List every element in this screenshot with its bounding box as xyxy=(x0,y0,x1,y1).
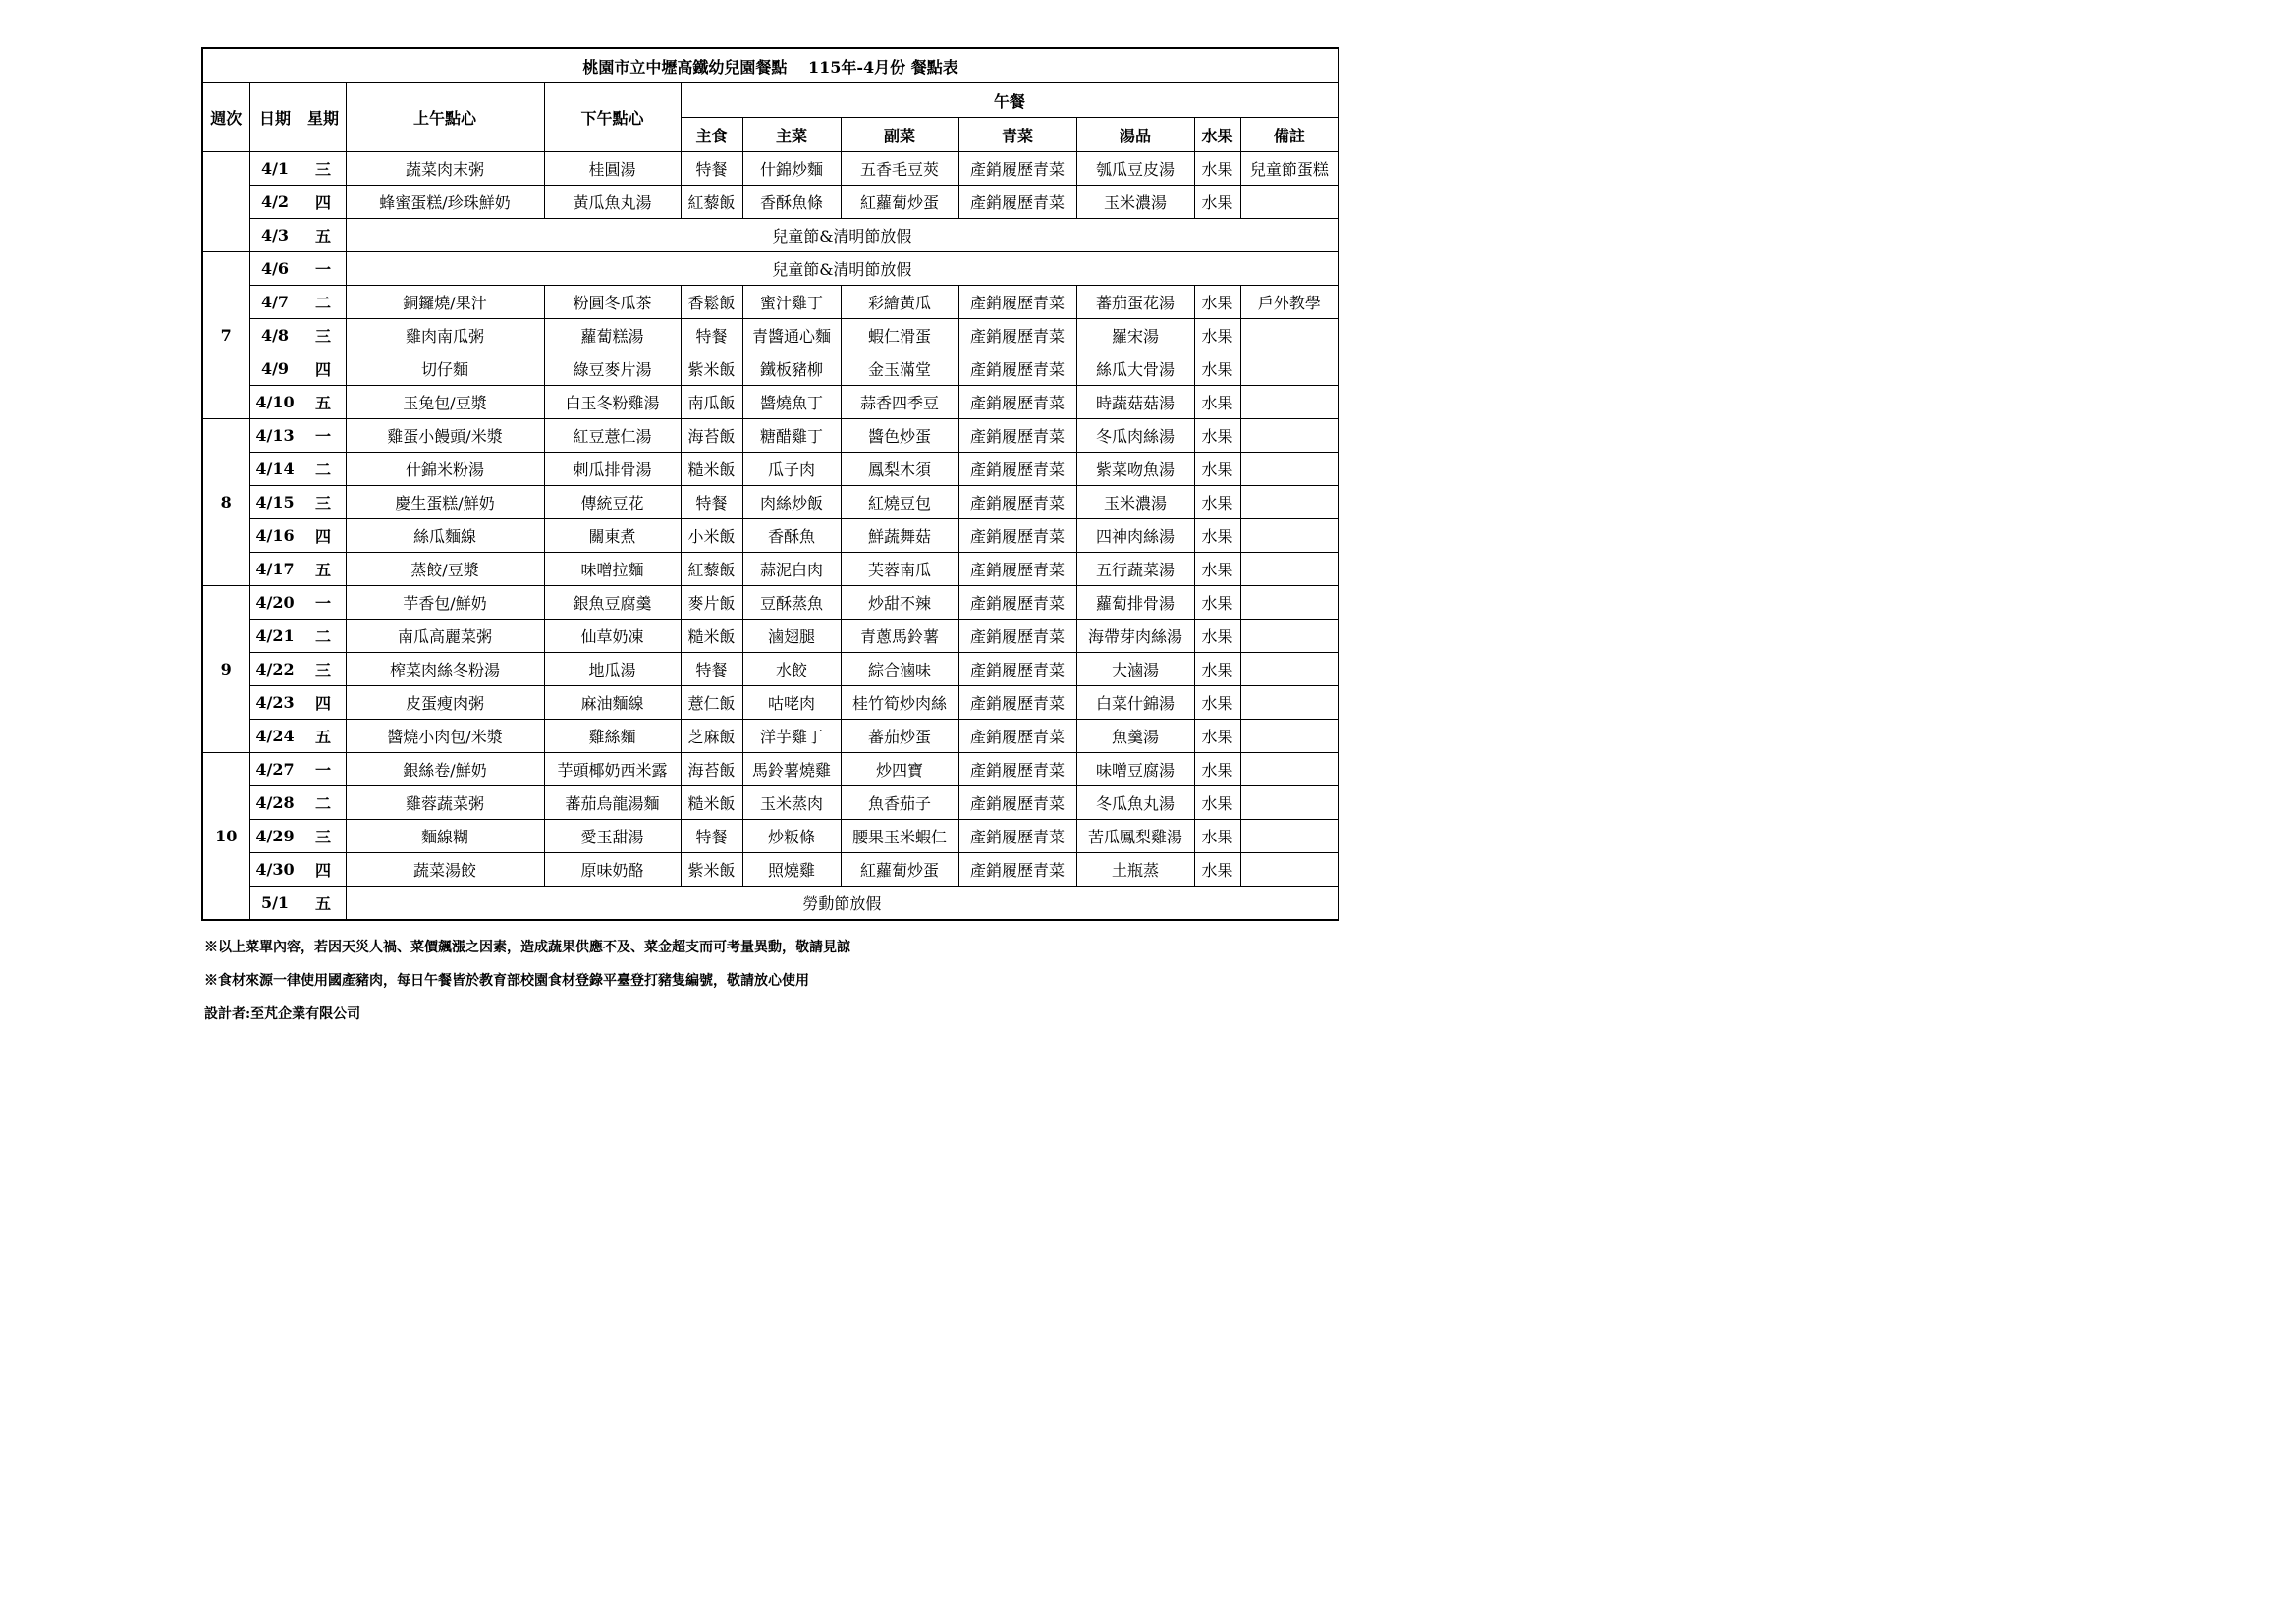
main-dish-cell: 蜜汁雞丁 xyxy=(742,286,841,319)
table-row xyxy=(202,653,1339,686)
side-dish-cell: 蝦仁滑蛋 xyxy=(841,319,958,352)
table-row xyxy=(202,352,1339,386)
weekday-cell: 二 xyxy=(301,620,346,653)
soup-cell: 紫菜吻魚湯 xyxy=(1076,453,1194,486)
side-dish-cell: 炒四寶 xyxy=(841,753,958,786)
fruit-cell: 水果 xyxy=(1194,286,1240,319)
morning-snack-cell: 玉兔包/豆漿 xyxy=(346,386,544,419)
afternoon-snack-cell: 粉圓冬瓜茶 xyxy=(544,286,681,319)
vegetable-cell: 產銷履歷青菜 xyxy=(958,519,1076,553)
morning-snack-cell: 銅鑼燒/果汁 xyxy=(346,286,544,319)
main-dish-cell: 豆酥蒸魚 xyxy=(742,586,841,620)
afternoon-snack-cell: 地瓜湯 xyxy=(544,653,681,686)
weekday-cell: 四 xyxy=(301,519,346,553)
weekday-cell: 三 xyxy=(301,820,346,853)
side-dish-cell: 五香毛豆莢 xyxy=(841,152,958,186)
soup-cell: 時蔬菇菇湯 xyxy=(1076,386,1194,419)
staple-cell: 海苔飯 xyxy=(681,419,742,453)
main-dish-cell: 瓜子肉 xyxy=(742,453,841,486)
holiday-cell: 兒童節&清明節放假 xyxy=(346,219,1339,252)
side-dish-cell: 金玉滿堂 xyxy=(841,352,958,386)
soup-cell: 冬瓜魚丸湯 xyxy=(1076,786,1194,820)
note-cell xyxy=(1240,186,1339,219)
vegetable-cell: 產銷履歷青菜 xyxy=(958,753,1076,786)
date-cell: 4/29 xyxy=(249,820,301,853)
weekday-cell: 一 xyxy=(301,252,346,286)
side-dish-cell: 彩繪黃瓜 xyxy=(841,286,958,319)
table-row xyxy=(202,620,1339,653)
fruit-cell: 水果 xyxy=(1194,586,1240,620)
side-dish-cell: 桂竹筍炒肉絲 xyxy=(841,686,958,720)
table-row xyxy=(202,252,1339,286)
date-cell: 4/14 xyxy=(249,453,301,486)
afternoon-snack-cell: 白玉冬粉雞湯 xyxy=(544,386,681,419)
staple-cell: 芝麻飯 xyxy=(681,720,742,753)
staple-cell: 紫米飯 xyxy=(681,853,742,887)
side-dish-cell: 綜合滷味 xyxy=(841,653,958,686)
date-cell: 4/16 xyxy=(249,519,301,553)
staple-cell: 麥片飯 xyxy=(681,586,742,620)
date-cell: 4/22 xyxy=(249,653,301,686)
main-dish-cell: 鐵板豬柳 xyxy=(742,352,841,386)
header-afternoon-snack: 下午點心 xyxy=(544,83,681,152)
fruit-cell: 水果 xyxy=(1194,553,1240,586)
weekday-cell: 一 xyxy=(301,586,346,620)
menu-table xyxy=(201,47,1339,921)
main-dish-cell: 咕咾肉 xyxy=(742,686,841,720)
afternoon-snack-cell: 傳統豆花 xyxy=(544,486,681,519)
note-cell xyxy=(1240,720,1339,753)
table-row xyxy=(202,152,1339,186)
morning-snack-cell: 慶生蛋糕/鮮奶 xyxy=(346,486,544,519)
afternoon-snack-cell: 黃瓜魚丸湯 xyxy=(544,186,681,219)
vegetable-cell: 產銷履歷青菜 xyxy=(958,386,1076,419)
morning-snack-cell: 榨菜肉絲冬粉湯 xyxy=(346,653,544,686)
vegetable-cell: 產銷履歷青菜 xyxy=(958,319,1076,352)
note-cell xyxy=(1240,453,1339,486)
soup-cell: 魚羹湯 xyxy=(1076,720,1194,753)
note-cell xyxy=(1240,319,1339,352)
holiday-cell: 兒童節&清明節放假 xyxy=(346,252,1339,286)
afternoon-snack-cell: 刺瓜排骨湯 xyxy=(544,453,681,486)
holiday-cell: 勞動節放假 xyxy=(346,887,1339,921)
weekday-cell: 五 xyxy=(301,720,346,753)
side-dish-cell: 紅燒豆包 xyxy=(841,486,958,519)
morning-snack-cell: 雞蓉蔬菜粥 xyxy=(346,786,544,820)
weekday-cell: 五 xyxy=(301,219,346,252)
morning-snack-cell: 絲瓜麵線 xyxy=(346,519,544,553)
soup-cell: 海帶芽肉絲湯 xyxy=(1076,620,1194,653)
afternoon-snack-cell: 關東煮 xyxy=(544,519,681,553)
morning-snack-cell: 雞蛋小饅頭/米漿 xyxy=(346,419,544,453)
note-cell xyxy=(1240,352,1339,386)
staple-cell: 糙米飯 xyxy=(681,620,742,653)
week-number-cell: 7 xyxy=(202,252,249,419)
staple-cell: 紅藜飯 xyxy=(681,553,742,586)
note-cell xyxy=(1240,653,1339,686)
morning-snack-cell: 南瓜高麗菜粥 xyxy=(346,620,544,653)
date-cell: 4/21 xyxy=(249,620,301,653)
fruit-cell: 水果 xyxy=(1194,620,1240,653)
note-cell xyxy=(1240,553,1339,586)
vegetable-cell: 產銷履歷青菜 xyxy=(958,453,1076,486)
afternoon-snack-cell: 銀魚豆腐羹 xyxy=(544,586,681,620)
vegetable-cell: 產銷履歷青菜 xyxy=(958,820,1076,853)
table-row xyxy=(202,386,1339,419)
soup-cell: 冬瓜肉絲湯 xyxy=(1076,419,1194,453)
morning-snack-cell: 蔬菜肉末粥 xyxy=(346,152,544,186)
soup-cell: 絲瓜大骨湯 xyxy=(1076,352,1194,386)
soup-cell: 蕃茄蛋花湯 xyxy=(1076,286,1194,319)
afternoon-snack-cell: 仙草奶凍 xyxy=(544,620,681,653)
vegetable-cell: 產銷履歷青菜 xyxy=(958,586,1076,620)
main-dish-cell: 香酥魚 xyxy=(742,519,841,553)
vegetable-cell: 產銷履歷青菜 xyxy=(958,686,1076,720)
note-cell xyxy=(1240,620,1339,653)
staple-cell: 特餐 xyxy=(681,653,742,686)
header-main-dish: 主菜 xyxy=(742,118,841,152)
main-dish-cell: 炒粄條 xyxy=(742,820,841,853)
table-row xyxy=(202,319,1339,352)
table-row xyxy=(202,887,1339,921)
footnote-price-change: ※以上菜單內容，若因天災人禍、菜價飆漲之因素，造成蔬果供應不及、菜金超支而可考量異動，敬請見諒 xyxy=(204,940,850,955)
date-cell: 4/1 xyxy=(249,152,301,186)
fruit-cell: 水果 xyxy=(1194,519,1240,553)
fruit-cell: 水果 xyxy=(1194,853,1240,887)
staple-cell: 糙米飯 xyxy=(681,453,742,486)
main-dish-cell: 水餃 xyxy=(742,653,841,686)
morning-snack-cell: 蒸餃/豆漿 xyxy=(346,553,544,586)
side-dish-cell: 腰果玉米蝦仁 xyxy=(841,820,958,853)
table-row xyxy=(202,753,1339,786)
soup-cell: 味噌豆腐湯 xyxy=(1076,753,1194,786)
fruit-cell: 水果 xyxy=(1194,720,1240,753)
soup-cell: 白菜什錦湯 xyxy=(1076,686,1194,720)
afternoon-snack-cell: 綠豆麥片湯 xyxy=(544,352,681,386)
table-row xyxy=(202,853,1339,887)
table-row xyxy=(202,786,1339,820)
header-morning-snack: 上午點心 xyxy=(346,83,544,152)
staple-cell: 香鬆飯 xyxy=(681,286,742,319)
table-row xyxy=(202,186,1339,219)
fruit-cell: 水果 xyxy=(1194,753,1240,786)
note-cell xyxy=(1240,386,1339,419)
week-number-cell: 10 xyxy=(202,753,249,921)
side-dish-cell: 青蔥馬鈴薯 xyxy=(841,620,958,653)
week-number-cell: 9 xyxy=(202,586,249,753)
weekday-cell: 四 xyxy=(301,186,346,219)
main-dish-cell: 醬燒魚丁 xyxy=(742,386,841,419)
note-cell xyxy=(1240,519,1339,553)
table-row xyxy=(202,820,1339,853)
weekday-cell: 五 xyxy=(301,887,346,921)
table-title: 桃園市立中壢高鐵幼兒園餐點 115年-4月份 餐點表 xyxy=(202,48,1339,83)
date-cell: 4/15 xyxy=(249,486,301,519)
note-cell xyxy=(1240,419,1339,453)
note-cell xyxy=(1240,820,1339,853)
date-cell: 4/28 xyxy=(249,786,301,820)
morning-snack-cell: 醬燒小肉包/米漿 xyxy=(346,720,544,753)
header-side-dish: 副菜 xyxy=(841,118,958,152)
side-dish-cell: 醬色炒蛋 xyxy=(841,419,958,453)
table-row xyxy=(202,553,1339,586)
morning-snack-cell: 什錦米粉湯 xyxy=(346,453,544,486)
afternoon-snack-cell: 味噌拉麵 xyxy=(544,553,681,586)
header-staple: 主食 xyxy=(681,118,742,152)
side-dish-cell: 炒甜不辣 xyxy=(841,586,958,620)
fruit-cell: 水果 xyxy=(1194,486,1240,519)
soup-cell: 瓠瓜豆皮湯 xyxy=(1076,152,1194,186)
table-row xyxy=(202,519,1339,553)
soup-cell: 四神肉絲湯 xyxy=(1076,519,1194,553)
vegetable-cell: 產銷履歷青菜 xyxy=(958,419,1076,453)
soup-cell: 玉米濃湯 xyxy=(1076,486,1194,519)
soup-cell: 蘿蔔排骨湯 xyxy=(1076,586,1194,620)
header-weekday: 星期 xyxy=(301,83,346,152)
main-dish-cell: 照燒雞 xyxy=(742,853,841,887)
fruit-cell: 水果 xyxy=(1194,820,1240,853)
side-dish-cell: 紅蘿蔔炒蛋 xyxy=(841,186,958,219)
header-note: 備註 xyxy=(1240,118,1339,152)
morning-snack-cell: 銀絲卷/鮮奶 xyxy=(346,753,544,786)
morning-snack-cell: 皮蛋瘦肉粥 xyxy=(346,686,544,720)
vegetable-cell: 產銷履歷青菜 xyxy=(958,853,1076,887)
note-cell xyxy=(1240,853,1339,887)
table-row xyxy=(202,419,1339,453)
main-dish-cell: 什錦炒麵 xyxy=(742,152,841,186)
main-dish-cell: 滷翅腿 xyxy=(742,620,841,653)
table-row xyxy=(202,219,1339,252)
fruit-cell: 水果 xyxy=(1194,786,1240,820)
main-dish-cell: 糖醋雞丁 xyxy=(742,419,841,453)
note-cell xyxy=(1240,753,1339,786)
staple-cell: 特餐 xyxy=(681,820,742,853)
note-cell xyxy=(1240,786,1339,820)
side-dish-cell: 蕃茄炒蛋 xyxy=(841,720,958,753)
fruit-cell: 水果 xyxy=(1194,319,1240,352)
header-vegetable: 青菜 xyxy=(958,118,1076,152)
vegetable-cell: 產銷履歷青菜 xyxy=(958,786,1076,820)
fruit-cell: 水果 xyxy=(1194,386,1240,419)
soup-cell: 大滷湯 xyxy=(1076,653,1194,686)
vegetable-cell: 產銷履歷青菜 xyxy=(958,620,1076,653)
date-cell: 5/1 xyxy=(249,887,301,921)
soup-cell: 五行蔬菜湯 xyxy=(1076,553,1194,586)
afternoon-snack-cell: 雞絲麵 xyxy=(544,720,681,753)
weekday-cell: 一 xyxy=(301,419,346,453)
date-cell: 4/7 xyxy=(249,286,301,319)
vegetable-cell: 產銷履歷青菜 xyxy=(958,653,1076,686)
soup-cell: 玉米濃湯 xyxy=(1076,186,1194,219)
staple-cell: 特餐 xyxy=(681,486,742,519)
note-cell: 兒童節蛋糕 xyxy=(1240,152,1339,186)
morning-snack-cell: 蔬菜湯餃 xyxy=(346,853,544,887)
header-soup: 湯品 xyxy=(1076,118,1194,152)
date-cell: 4/30 xyxy=(249,853,301,887)
vegetable-cell: 產銷履歷青菜 xyxy=(958,352,1076,386)
morning-snack-cell: 麵線糊 xyxy=(346,820,544,853)
side-dish-cell: 蒜香四季豆 xyxy=(841,386,958,419)
date-cell: 4/8 xyxy=(249,319,301,352)
main-dish-cell: 香酥魚條 xyxy=(742,186,841,219)
afternoon-snack-cell: 原味奶酪 xyxy=(544,853,681,887)
morning-snack-cell: 切仔麵 xyxy=(346,352,544,386)
weekday-cell: 一 xyxy=(301,753,346,786)
side-dish-cell: 鳳梨木須 xyxy=(841,453,958,486)
vegetable-cell: 產銷履歷青菜 xyxy=(958,152,1076,186)
fruit-cell: 水果 xyxy=(1194,686,1240,720)
vegetable-cell: 產銷履歷青菜 xyxy=(958,486,1076,519)
morning-snack-cell: 蜂蜜蛋糕/珍珠鮮奶 xyxy=(346,186,544,219)
date-cell: 4/2 xyxy=(249,186,301,219)
fruit-cell: 水果 xyxy=(1194,453,1240,486)
date-cell: 4/10 xyxy=(249,386,301,419)
note-cell xyxy=(1240,586,1339,620)
table-row xyxy=(202,486,1339,519)
side-dish-cell: 鮮蔬舞菇 xyxy=(841,519,958,553)
date-cell: 4/20 xyxy=(249,586,301,620)
weekday-cell: 五 xyxy=(301,386,346,419)
soup-cell: 羅宋湯 xyxy=(1076,319,1194,352)
soup-cell: 苦瓜鳳梨雞湯 xyxy=(1076,820,1194,853)
date-cell: 4/27 xyxy=(249,753,301,786)
staple-cell: 南瓜飯 xyxy=(681,386,742,419)
afternoon-snack-cell: 麻油麵線 xyxy=(544,686,681,720)
note-cell xyxy=(1240,686,1339,720)
fruit-cell: 水果 xyxy=(1194,419,1240,453)
vegetable-cell: 產銷履歷青菜 xyxy=(958,553,1076,586)
afternoon-snack-cell: 蕃茄烏龍湯麵 xyxy=(544,786,681,820)
date-cell: 4/13 xyxy=(249,419,301,453)
week-number-cell: 8 xyxy=(202,419,249,586)
afternoon-snack-cell: 芋頭椰奶西米露 xyxy=(544,753,681,786)
header-date: 日期 xyxy=(249,83,301,152)
weekday-cell: 二 xyxy=(301,453,346,486)
staple-cell: 特餐 xyxy=(681,319,742,352)
date-cell: 4/17 xyxy=(249,553,301,586)
header-week: 週次 xyxy=(202,83,249,152)
main-dish-cell: 馬鈴薯燒雞 xyxy=(742,753,841,786)
header-lunch: 午餐 xyxy=(681,83,1339,118)
afternoon-snack-cell: 紅豆薏仁湯 xyxy=(544,419,681,453)
staple-cell: 糙米飯 xyxy=(681,786,742,820)
main-dish-cell: 肉絲炒飯 xyxy=(742,486,841,519)
staple-cell: 紅藜飯 xyxy=(681,186,742,219)
main-dish-cell: 洋芋雞丁 xyxy=(742,720,841,753)
staple-cell: 海苔飯 xyxy=(681,753,742,786)
date-cell: 4/24 xyxy=(249,720,301,753)
soup-cell: 土瓶蒸 xyxy=(1076,853,1194,887)
date-cell: 4/9 xyxy=(249,352,301,386)
weekday-cell: 三 xyxy=(301,486,346,519)
staple-cell: 小米飯 xyxy=(681,519,742,553)
fruit-cell: 水果 xyxy=(1194,352,1240,386)
main-dish-cell: 蒜泥白肉 xyxy=(742,553,841,586)
side-dish-cell: 魚香茄子 xyxy=(841,786,958,820)
fruit-cell: 水果 xyxy=(1194,186,1240,219)
weekday-cell: 三 xyxy=(301,152,346,186)
note-cell: 戶外教學 xyxy=(1240,286,1339,319)
staple-cell: 薏仁飯 xyxy=(681,686,742,720)
table-row xyxy=(202,286,1339,319)
weekday-cell: 二 xyxy=(301,286,346,319)
weekday-cell: 四 xyxy=(301,686,346,720)
vegetable-cell: 產銷履歷青菜 xyxy=(958,286,1076,319)
afternoon-snack-cell: 蘿蔔糕湯 xyxy=(544,319,681,352)
afternoon-snack-cell: 愛玉甜湯 xyxy=(544,820,681,853)
date-cell: 4/23 xyxy=(249,686,301,720)
vegetable-cell: 產銷履歷青菜 xyxy=(958,186,1076,219)
vegetable-cell: 產銷履歷青菜 xyxy=(958,720,1076,753)
fruit-cell: 水果 xyxy=(1194,152,1240,186)
weekday-cell: 二 xyxy=(301,786,346,820)
header-fruit: 水果 xyxy=(1194,118,1240,152)
morning-snack-cell: 雞肉南瓜粥 xyxy=(346,319,544,352)
weekday-cell: 三 xyxy=(301,319,346,352)
table-row xyxy=(202,586,1339,620)
footnote-pork-source: ※食材來源一律使用國產豬肉，每日午餐皆於教育部校園食材登錄平臺登打豬隻編號，敬請放心使用 xyxy=(204,973,809,989)
date-cell: 4/6 xyxy=(249,252,301,286)
week-number-cell xyxy=(202,152,249,252)
side-dish-cell: 芙蓉南瓜 xyxy=(841,553,958,586)
weekday-cell: 四 xyxy=(301,352,346,386)
staple-cell: 紫米飯 xyxy=(681,352,742,386)
fruit-cell: 水果 xyxy=(1194,653,1240,686)
weekday-cell: 四 xyxy=(301,853,346,887)
staple-cell: 特餐 xyxy=(681,152,742,186)
side-dish-cell: 紅蘿蔔炒蛋 xyxy=(841,853,958,887)
table-row xyxy=(202,686,1339,720)
date-cell: 4/3 xyxy=(249,219,301,252)
main-dish-cell: 玉米蒸肉 xyxy=(742,786,841,820)
note-cell xyxy=(1240,486,1339,519)
table-row xyxy=(202,453,1339,486)
weekday-cell: 五 xyxy=(301,553,346,586)
morning-snack-cell: 芋香包/鮮奶 xyxy=(346,586,544,620)
table-row xyxy=(202,720,1339,753)
footnote-designer: 設計者:至芃企業有限公司 xyxy=(204,1006,361,1022)
afternoon-snack-cell: 桂圓湯 xyxy=(544,152,681,186)
weekday-cell: 三 xyxy=(301,653,346,686)
main-dish-cell: 青醬通心麵 xyxy=(742,319,841,352)
